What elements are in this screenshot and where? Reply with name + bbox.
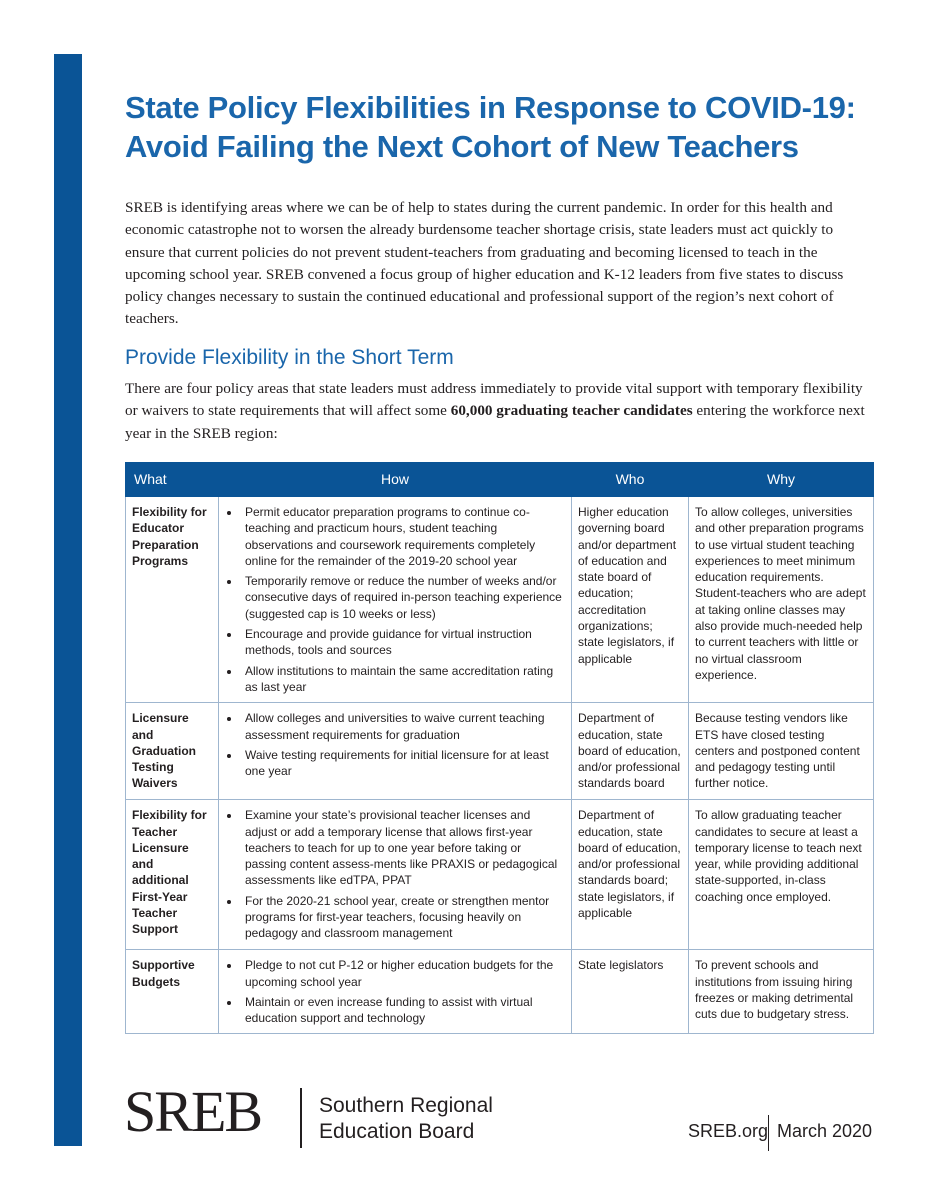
logo-divider — [300, 1088, 302, 1148]
how-item: • For the 2020-21 school year, create or strengthen mentor programs for first-year teachers, focusing heavily on pedagogy and classroom management — [241, 893, 565, 942]
lead-text-end: entering the workforce next year in the SREB region: — [125, 402, 865, 442]
lead-highlight: 60,000 graduating teacher candidates — [450, 402, 693, 420]
how-list — [225, 957, 565, 1026]
how-item: • Temporarily remove or reduce the number of weeks and/or consecutive days of required in-person teaching experience (suggested cap is 10 weeks or less) — [241, 573, 565, 622]
what-cell: Flexibility for Teacher Licensure and additional First-Year Teacher Support — [126, 800, 219, 950]
header-why: Why — [689, 463, 874, 497]
how-item: • Allow colleges and universities to waive current teaching assessment requirements for graduation — [241, 710, 565, 743]
table-row — [126, 800, 874, 950]
table-header-row — [126, 463, 874, 497]
lead-text-start: There are four policy areas that state leaders must address immediately to provide vital support with temporary flexibility or waivers to state requirements that will affect some — [125, 380, 863, 420]
how-list — [225, 504, 565, 695]
title-line-2: Avoid Failing the Next Cohort of New Teachers — [125, 129, 799, 164]
policy-table — [125, 462, 874, 1034]
who-cell: State legislators — [572, 950, 689, 1034]
footer-date: March 2020 — [777, 1121, 873, 1141]
who-cell: Department of education, state board of education, and/or professional standards board; state legislators, if applicable — [572, 800, 689, 950]
intro-paragraph: SREB is identifying areas where we can be of help to states during the current pandemic. In order for this health and economic catastrophe not to worsen the already burdensome teacher shortage crisis, state leaders must act quickly to ensure that current policies do not prevent student-teachers from graduating and becoming licensed to teach in the upcoming school year. SREB convened a focus group of higher education and K-12 leaders from five states to discuss policy changes necessary to sustain the continued educational and professional support of the region’s next cohort of teachers. — [125, 199, 844, 328]
org-name — [319, 1093, 493, 1145]
who-cell: Higher education governing board and/or department of education and state board of education; accreditation organizations; state legislators, if applicable — [572, 497, 689, 703]
section-heading: Provide Flexibility in the Short Term — [125, 346, 454, 369]
how-cell — [219, 950, 572, 1034]
how-cell — [219, 800, 572, 950]
how-item: • Encourage and provide guidance for virtual instruction methods, tools and sources — [241, 626, 565, 659]
how-item: • Maintain or even increase funding to assist with virtual education support and technology — [241, 994, 565, 1027]
how-item: • Examine your state’s provisional teacher licenses and adjust or add a temporary license that allows first-year teachers to teach for up to one year before taking or passing content assess-ments like PRAXIS or pedagogical assessments like edTPA, PPAT — [241, 807, 565, 888]
org-name-line-1: Southern Regional — [319, 1094, 493, 1117]
what-cell: Flexibility for Educator Preparation Programs — [126, 497, 219, 703]
how-list — [225, 710, 565, 779]
how-cell — [219, 497, 572, 703]
side-accent-bar — [54, 54, 82, 1146]
why-cell: To prevent schools and institutions from issuing hiring freezes or making detrimental cuts due to budgetary stress. — [689, 950, 874, 1034]
page-title — [125, 88, 885, 166]
how-cell — [219, 703, 572, 800]
footer-divider — [768, 1115, 769, 1151]
who-cell: Department of education, state board of education, and/or professional standards board — [572, 703, 689, 800]
why-cell: Because testing vendors like ETS have closed testing centers and postponed content and pedagogy testing until further notice. — [689, 703, 874, 800]
how-list — [225, 807, 565, 941]
how-item: • Allow institutions to maintain the same accreditation rating as last year — [241, 663, 565, 696]
how-item: • Waive testing requirements for initial licensure for at least one year — [241, 747, 565, 780]
table-row — [126, 703, 874, 800]
sreb-logo: SREB — [124, 1079, 262, 1144]
header-what: What — [126, 463, 219, 497]
table-row — [126, 497, 874, 703]
why-cell: To allow colleges, universities and other preparation programs to use virtual student teaching experiences to meet minimum education requirements. Student-teachers who are adept at taking online classes may also provide much-needed help to current teachers with little or no virtual classroom experience. — [689, 497, 874, 703]
footer-website: SREB.org — [688, 1121, 769, 1141]
lead-paragraph — [125, 378, 870, 445]
org-name-line-2: Education Board — [319, 1120, 475, 1143]
what-cell: Supportive Budgets — [126, 950, 219, 1034]
why-cell: To allow graduating teacher candidates to secure at least a temporary license to teach next year, while providing additional state-supported, in-class coaching once employed. — [689, 800, 874, 950]
title-line-1: State Policy Flexibilities in Response to COVID-19: — [125, 90, 856, 125]
how-item: • Permit educator preparation programs to continue co-teaching and practicum hours, student teaching observations and coursework requirements completely online for the remainder of the 2019-20 school year — [241, 504, 565, 569]
table-row — [126, 950, 874, 1034]
header-who: Who — [572, 463, 689, 497]
what-cell: Licensure and Graduation Testing Waivers — [126, 703, 219, 800]
header-how: How — [219, 463, 572, 497]
how-item: • Pledge to not cut P-12 or higher education budgets for the upcoming school year — [241, 957, 565, 990]
